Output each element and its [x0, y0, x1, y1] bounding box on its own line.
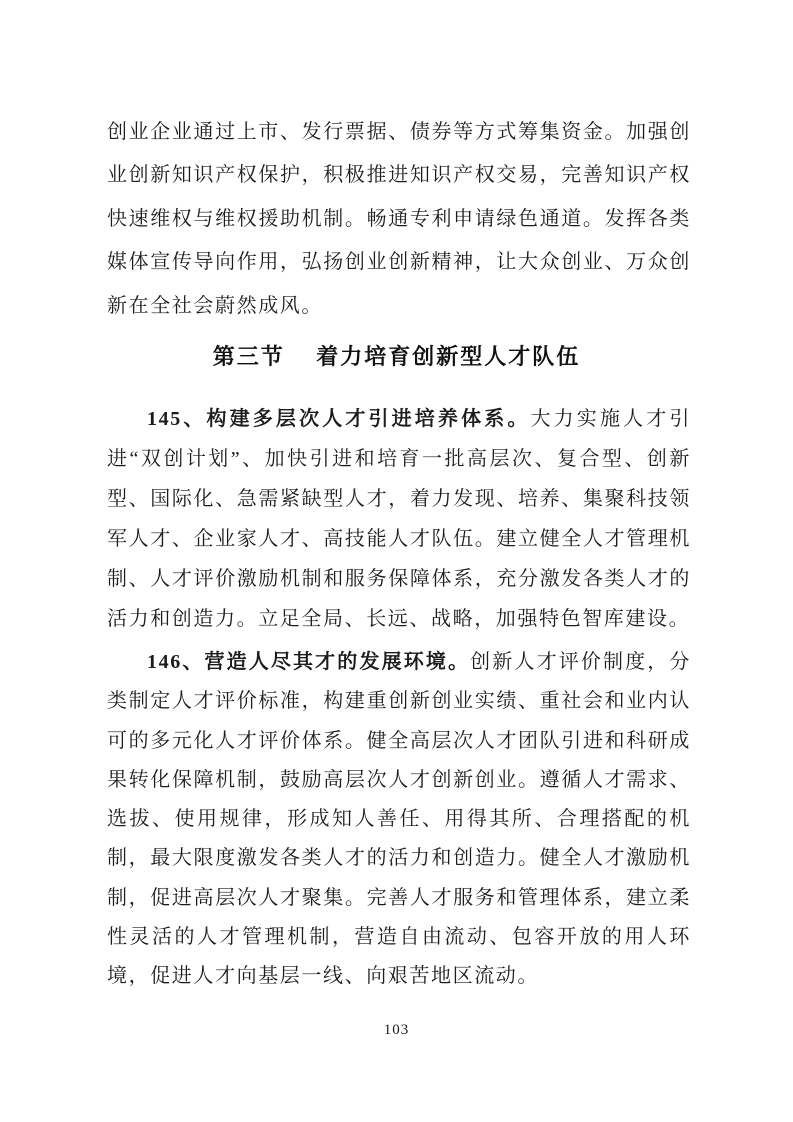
item-146-lead: 146、营造人尽其才的发展环境。	[147, 651, 471, 673]
item-paragraph-146	[107, 643, 691, 997]
item-145-lead: 145、构建多层次人才引进培养体系。	[147, 408, 531, 430]
item-paragraph-145	[107, 399, 691, 639]
section-heading: 第三节 着力培育创新型人才队伍	[212, 344, 581, 369]
item-146-body: 创新人才评价制度，分类制定人才评价标准，构建重创新创业实绩、重社会和业内认可的多元化人才评价体系。健全高层次人才团队引进和科研成果转化保障机制，鼓励高层次人才创新创业。遵循人才需求、选拔、使用规律，形成知人善任、用得其所、合理搭配的机制，最大限度激发各类人才的活力和创造力。健全人才激励机制，促进高层次人才聚集。完善人才服务和管理体系，建立柔性灵活的人才管理机制，营造自由流动、包容开放的用人环境，促进人才向基层一线、向艰苦地区流动。	[107, 651, 692, 988]
page-number: 103	[383, 1022, 410, 1038]
intro-paragraph: 创业企业通过上市、发行票据、债券等方式筹集资金。加强创业创新知识产权保护，积极推进知识产权交易，完善知识产权快速维权与维权援助机制。畅通专利申请绿色通道。发挥各类媒体宣传导向作用，弘扬创业创新精神，让大众创业、万众创新在全社会蔚然成风。	[107, 121, 691, 317]
item-145-body: 大力实施人才引进“双创计划”、加快引进和培育一批高层次、复合型、创新型、国际化、急需紧缺型人才，着力发现、培养、集聚科技领军人才、企业家人才、高技能人才队伍。建立健全人才管理机制、人才评价激励机制和服务保障体系，充分激发各类人才的活力和创造力。立足全局、长远、战略，加强特色智库建设。	[107, 408, 691, 630]
